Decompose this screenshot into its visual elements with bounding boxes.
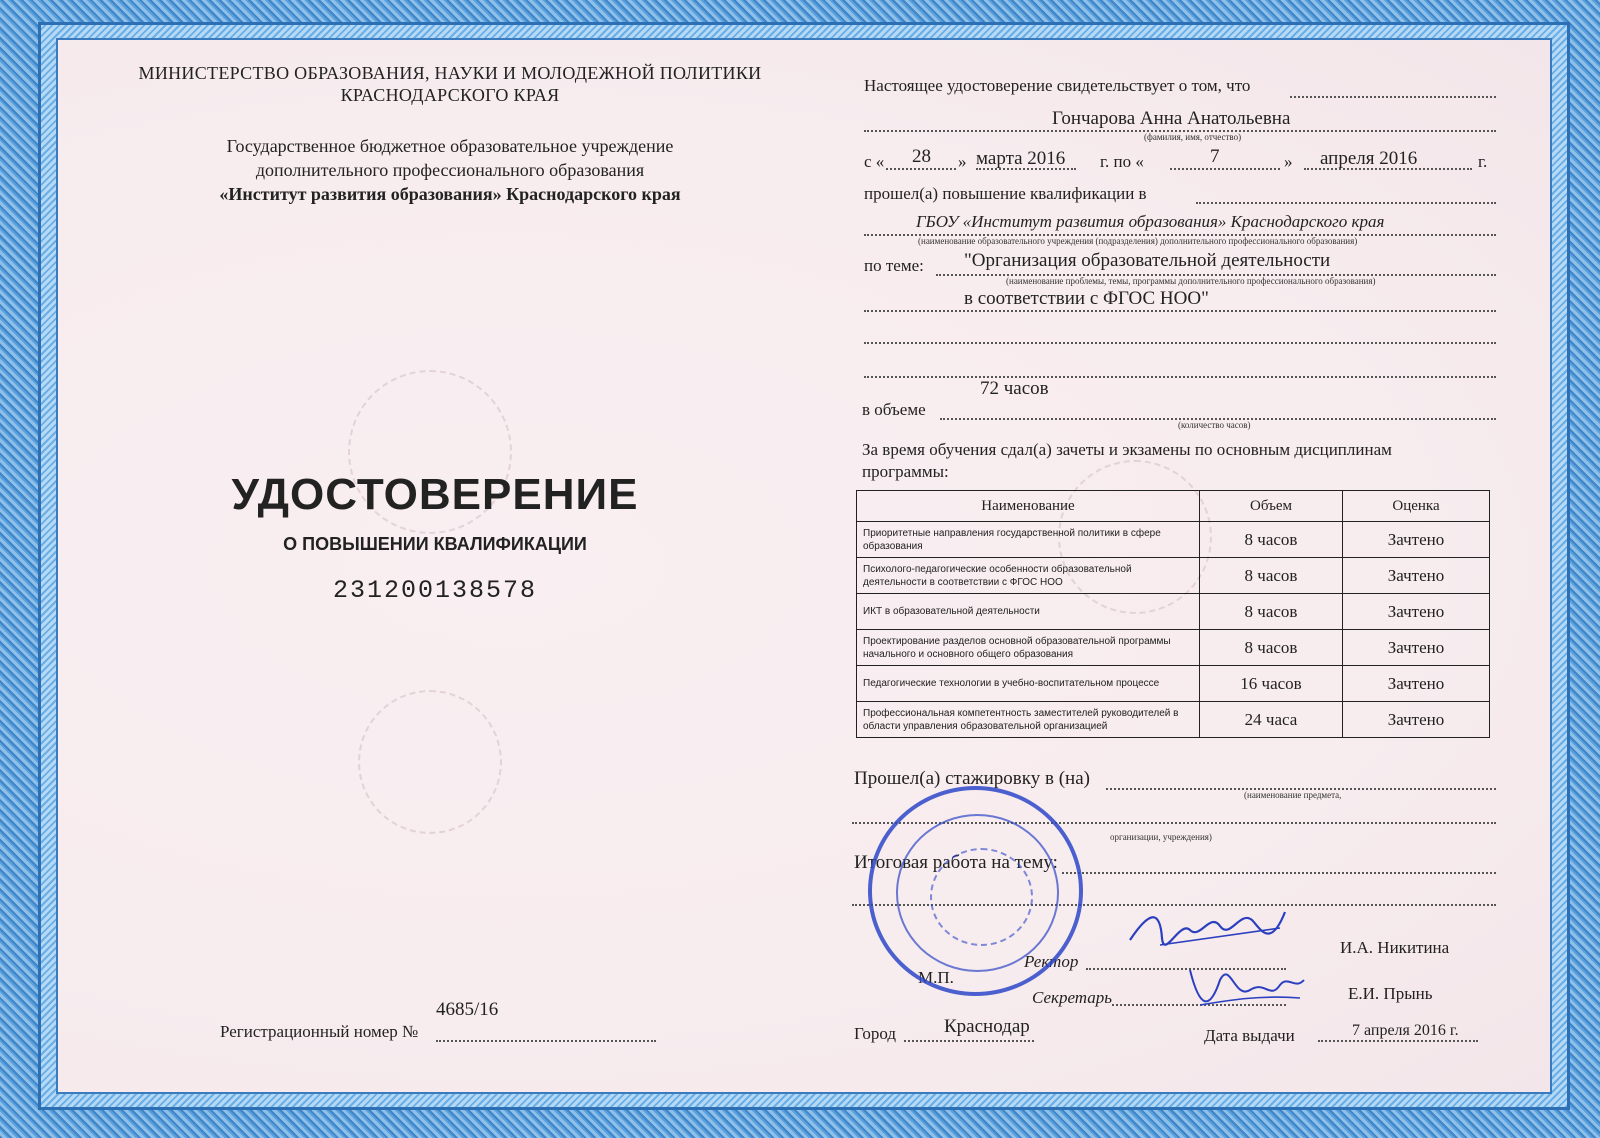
table-row <box>857 594 1490 630</box>
institution-name: ГБОУ «Институт развития образования» Краснодарского края <box>916 212 1385 231</box>
registration-label: Регистрационный номер № <box>220 1022 419 1041</box>
institution-hint: (наименование образовательного учреждения (подразделения) дополнительного профессионального образования) <box>918 236 1358 246</box>
intro-text: Настоящее удостоверение свидетельствует о том, что <box>864 76 1251 95</box>
internship-hint-1: (наименование предмета, <box>1244 790 1342 800</box>
topic-line-1: "Организация образовательной деятельности <box>964 250 1331 271</box>
date-to-month-year: апреля 2016 <box>1320 148 1418 169</box>
discipline-grade: Зачтено <box>1343 558 1490 594</box>
day-dotted-line <box>1170 168 1280 170</box>
date-from-prefix: с « <box>864 152 885 171</box>
volume-label: в объеме <box>862 400 926 419</box>
background-rosette <box>358 690 502 834</box>
seal-core-ring <box>930 848 1033 946</box>
secretary-signature-icon <box>1180 950 1310 1020</box>
discipline-grade: Зачтено <box>1343 594 1490 630</box>
discipline-name: Приоритетные направления государственной политики в сфере образования <box>857 522 1200 558</box>
table-header-row <box>857 491 1490 522</box>
topic-dotted-line <box>864 376 1496 378</box>
date-from-quote: » <box>958 152 967 171</box>
discipline-name: Профессиональная компетентность заместителей руководителей в области управления образовательной организацией <box>857 702 1200 738</box>
month-dotted-line <box>976 168 1076 170</box>
discipline-volume: 24 часа <box>1200 702 1343 738</box>
date-to-text: г. по « <box>1100 152 1144 171</box>
institution-header <box>130 134 770 206</box>
ministry-header <box>100 62 800 106</box>
discipline-name: ИКТ в образовательной деятельности <box>857 594 1200 630</box>
holder-full-name: Гончарова Анна Анатольевна <box>1052 108 1291 129</box>
discipline-grade: Зачтено <box>1343 702 1490 738</box>
ministry-line-1: МИНИСТЕРСТВО ОБРАЗОВАНИЯ, НАУКИ И МОЛОДЕЖНОЙ ПОЛИТИКИ <box>138 63 762 83</box>
discipline-name: Проектирование разделов основной образовательной программы начального и основного общего образования <box>857 630 1200 666</box>
discipline-volume: 8 часов <box>1200 522 1343 558</box>
secretary-name: Е.И. Прынь <box>1348 984 1433 1003</box>
topic-dotted-line <box>864 310 1496 312</box>
issue-date-dotted-line <box>1318 1040 1478 1042</box>
discipline-volume: 8 часов <box>1200 594 1343 630</box>
topic-label: по теме: <box>864 256 924 275</box>
topic-dotted-line <box>864 342 1496 344</box>
exams-line-2: программы: <box>862 462 949 481</box>
discipline-grade: Зачтено <box>1343 522 1490 558</box>
registration-dotted-line <box>436 1040 656 1042</box>
document-title: УДОСТОВЕРЕНИЕ <box>231 470 639 519</box>
discipline-name: Педагогические технологии в учебно-воспитательном процессе <box>857 666 1200 702</box>
rector-name: И.А. Никитина <box>1340 938 1450 957</box>
month-dotted-line <box>1304 168 1472 170</box>
stamp-place-label: М.П. <box>918 968 954 987</box>
exams-line-1: За время обучения сдал(а) зачеты и экзамены по основным дисциплинам <box>862 440 1392 459</box>
table-row <box>857 702 1490 738</box>
institution-line-2: дополнительного профессионального образования <box>255 160 645 180</box>
issue-date-value: 7 апреля 2016 г. <box>1352 1022 1459 1039</box>
discipline-name: Психолого-педагогические особенности образовательной деятельности в соответствии с ФГОС НОО <box>857 558 1200 594</box>
passed-label: прошел(а) повышение квалификации в <box>864 184 1147 203</box>
document-subtitle: О ПОВЫШЕНИИ КВАЛИФИКАЦИИ <box>283 534 587 554</box>
registration-number: 4685/16 <box>436 999 499 1020</box>
internship-hint-2: организации, учреждения) <box>1110 832 1212 842</box>
discipline-grade: Зачтено <box>1343 630 1490 666</box>
serial-number: 231200138578 <box>332 576 538 605</box>
header-grade: Оценка <box>1343 491 1490 522</box>
date-from-month-year: марта 2016 <box>976 148 1066 169</box>
issue-date-label: Дата выдачи <box>1204 1026 1295 1045</box>
header-name: Наименование <box>857 491 1200 522</box>
volume-value: 72 часов <box>980 378 1049 399</box>
date-to-day: 7 <box>1210 146 1220 167</box>
final-work-label: Итоговая работа на тему: <box>854 852 1058 873</box>
ministry-line-2: КРАСНОДАРСКОГО КРАЯ <box>340 85 560 105</box>
topic-hint: (наименование проблемы, темы, программы дополнительного профессионального образования) <box>1006 276 1376 286</box>
city-dotted-line <box>904 1040 1034 1042</box>
discipline-grade: Зачтено <box>1343 666 1490 702</box>
date-to-year-suffix: г. <box>1478 152 1488 171</box>
city-value: Краснодар <box>944 1016 1030 1037</box>
city-label: Город <box>854 1024 896 1043</box>
final-work-dotted-line <box>1062 872 1496 874</box>
day-dotted-line <box>886 168 956 170</box>
table-row <box>857 558 1490 594</box>
discipline-volume: 8 часов <box>1200 630 1343 666</box>
intro-dotted-line <box>1290 96 1496 98</box>
date-from-day: 28 <box>912 146 931 167</box>
institution-line-3: «Институт развития образования» Краснодарского края <box>219 184 681 204</box>
institution-line-1: Государственное бюджетное образовательное учреждение <box>226 136 674 156</box>
name-hint: (фамилия, имя, отчество) <box>1144 132 1242 142</box>
table-row <box>857 666 1490 702</box>
discipline-volume: 16 часов <box>1200 666 1343 702</box>
table-row <box>857 522 1490 558</box>
rector-label: Ректор <box>1024 952 1079 971</box>
table-row <box>857 630 1490 666</box>
volume-hint: (количество часов) <box>1178 420 1251 430</box>
passed-dotted-line <box>1196 202 1496 204</box>
topic-line-2: в соответствии с ФГОС НОО" <box>964 288 1209 309</box>
disciplines-table <box>856 490 1490 738</box>
date-to-quote: » <box>1284 152 1293 171</box>
round-seal-icon <box>868 786 1083 996</box>
internship-label: Прошел(а) стажировку в (на) <box>854 768 1090 789</box>
discipline-volume: 8 часов <box>1200 558 1343 594</box>
header-volume: Объем <box>1200 491 1343 522</box>
secretary-label: Секретарь <box>1032 988 1112 1007</box>
